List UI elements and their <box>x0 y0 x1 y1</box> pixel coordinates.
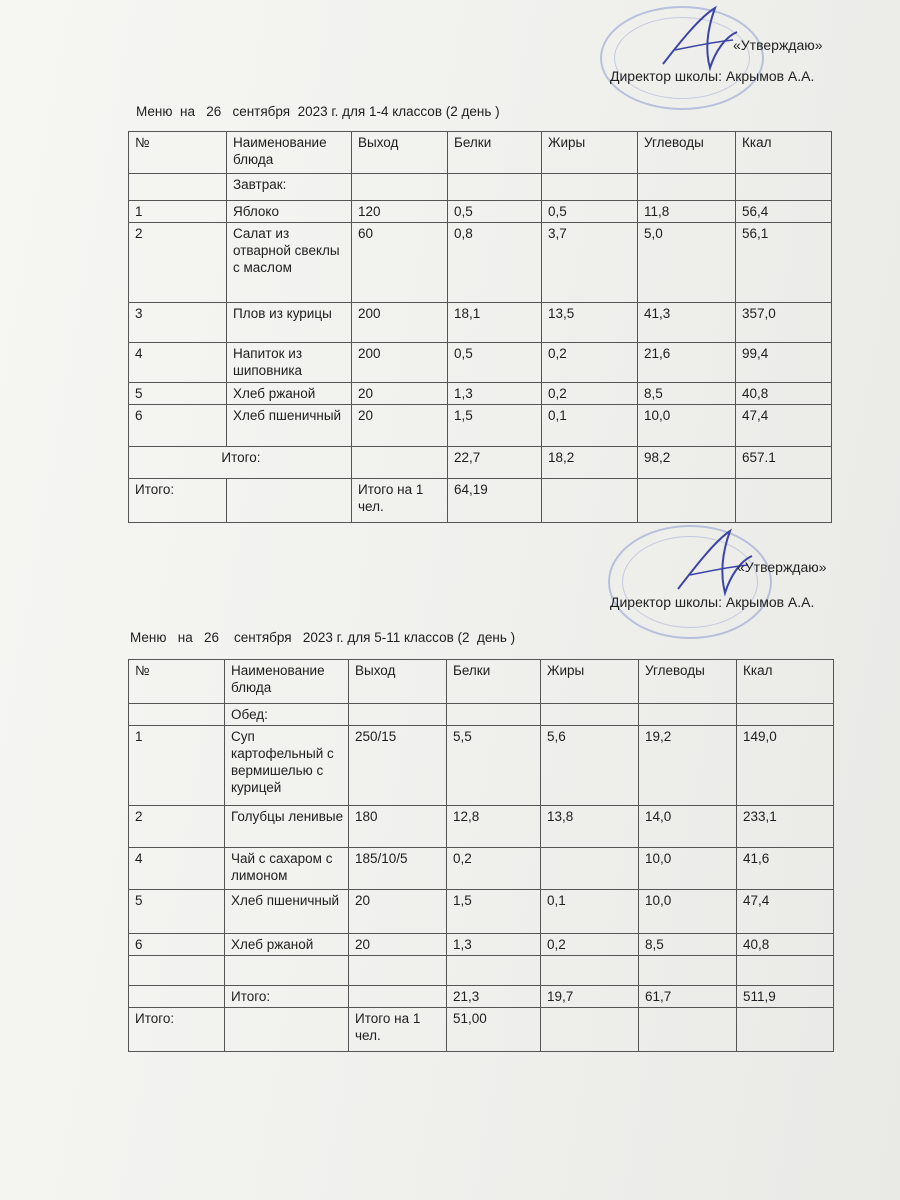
header-cell: Наименование блюда <box>227 132 352 174</box>
table-row: 5 Хлеб ржаной 20 1,3 0,2 8,5 40,8 <box>129 383 832 405</box>
table-header-row <box>129 660 834 704</box>
subtotal-belki: 22,7 <box>448 447 542 479</box>
table-row: 4 Напиток из шиповника 200 0,5 0,2 21,6 99,4 <box>129 343 832 383</box>
table-row: 4 Чай с сахаром с лимоном 185/10/5 0,2 10,0 41,6 <box>129 848 834 890</box>
table-row: 2 Салат из отварной свеклы с маслом 60 0,8 3,7 5,0 56,1 <box>129 223 832 303</box>
header-cell: Ккал <box>737 660 834 704</box>
total-per-person-value: 64,19 <box>448 479 542 523</box>
total-per-person-value: 51,00 <box>447 1008 541 1052</box>
total-per-person-label: Итого на 1 чел. <box>349 1008 447 1052</box>
table-row: 2 Голубцы ленивые 180 12,8 13,8 14,0 233,1 <box>129 806 834 848</box>
table-row <box>129 956 834 986</box>
subtotal-uglevody: 98,2 <box>638 447 736 479</box>
meal-label: Завтрак: <box>227 174 352 201</box>
header-cell: № <box>129 660 225 704</box>
header-cell: Наименование блюда <box>225 660 349 704</box>
table-row: 6 Хлеб пшеничный 20 1,5 0,1 10,0 47,4 <box>129 405 832 447</box>
total-row <box>129 1008 834 1052</box>
meal-row <box>129 704 834 726</box>
header-cell: Выход <box>349 660 447 704</box>
subtotal-belki: 21,3 <box>447 986 541 1008</box>
header-cell: Белки <box>448 132 542 174</box>
total-per-person-label: Итого на 1 чел. <box>352 479 448 523</box>
subtotal-zhiry: 19,7 <box>541 986 639 1008</box>
menu-table-1-4 <box>128 131 832 523</box>
meal-label: Обед: <box>225 704 349 726</box>
director-label: Директор школы: Акрымов А.А. <box>610 68 815 84</box>
approve-label: «Утверждаю» <box>737 559 827 575</box>
header-cell: Жиры <box>542 132 638 174</box>
table-row: 1 Суп картофельный с вермишелью с курицей 250/15 5,5 5,6 19,2 149,0 <box>129 726 834 806</box>
header-cell: Белки <box>447 660 541 704</box>
menu-title: Меню на 26 сентября 2023 г. для 1-4 классов (2 день ) <box>136 104 500 119</box>
subtotal-row <box>129 447 832 479</box>
header-cell: Углеводы <box>639 660 737 704</box>
subtotal-kkal: 511,9 <box>737 986 834 1008</box>
header-cell: № <box>129 132 227 174</box>
header-cell: Ккал <box>736 132 832 174</box>
subtotal-row <box>129 986 834 1008</box>
table-row: 5 Хлеб пшеничный 20 1,5 0,1 10,0 47,4 <box>129 890 834 934</box>
total-row <box>129 479 832 523</box>
total-label: Итого: <box>129 1008 225 1052</box>
total-label: Итого: <box>129 479 227 523</box>
table-row: 3 Плов из курицы 200 18,1 13,5 41,3 357,0 <box>129 303 832 343</box>
meal-row <box>129 174 832 201</box>
table-row: 1 Яблоко 120 0,5 0,5 11,8 56,4 <box>129 201 832 223</box>
subtotal-label: Итого: <box>225 986 349 1008</box>
table-header-row <box>129 132 832 174</box>
subtotal-kkal: 657.1 <box>736 447 832 479</box>
subtotal-uglevody: 61,7 <box>639 986 737 1008</box>
header-cell: Выход <box>352 132 448 174</box>
menu-table-5-11 <box>128 659 834 1052</box>
menu-title: Меню на 26 сентября 2023 г. для 5-11 классов (2 день ) <box>130 630 516 645</box>
director-label: Директор школы: Акрымов А.А. <box>610 594 815 610</box>
table-row: 6 Хлеб ржаной 20 1,3 0,2 8,5 40,8 <box>129 934 834 956</box>
subtotal-label: Итого: <box>129 447 352 479</box>
subtotal-zhiry: 18,2 <box>542 447 638 479</box>
header-cell: Жиры <box>541 660 639 704</box>
header-cell: Углеводы <box>638 132 736 174</box>
approve-label: «Утверждаю» <box>733 37 823 53</box>
